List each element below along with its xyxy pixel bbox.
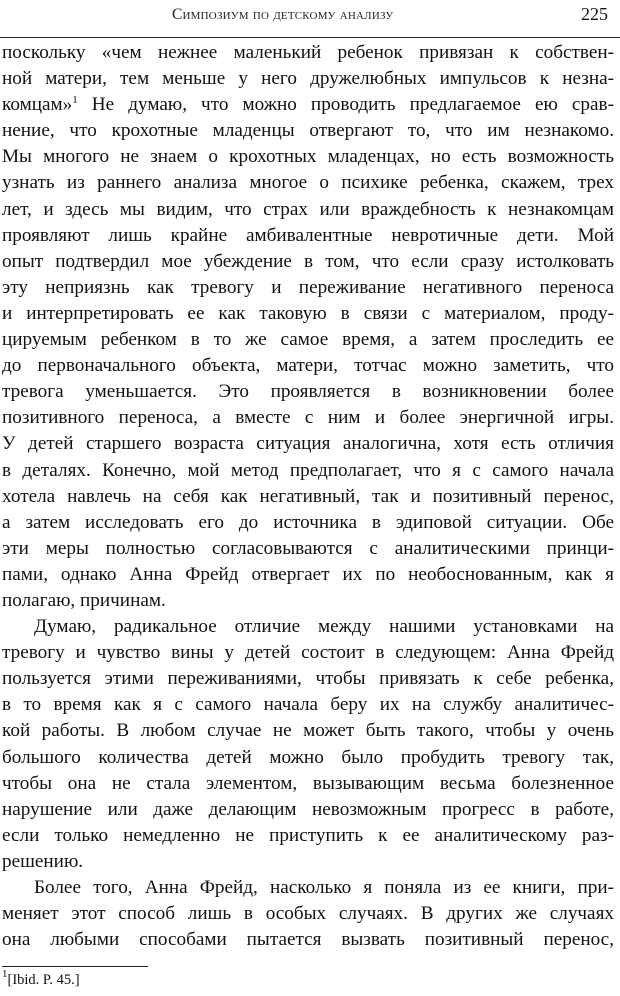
text-line: эти меры полностью согласовываются с аналитическими принци- — [2, 537, 614, 559]
text-line: поскольку «чем нежнее маленький ребенок привязан к собствен- — [2, 42, 614, 63]
text-line: ной матери, тем меньше у него дружелюбных импульсов к незна- — [2, 68, 614, 90]
header-rule — [0, 37, 620, 38]
paragraph-last-line: полагаю, причинам. — [2, 589, 166, 611]
text-line: проявляют лишь крайне амбивалентные невротичные дети. Мой — [2, 224, 614, 246]
footnote-marker: 1 — [2, 968, 8, 980]
body-text — [2, 40, 614, 953]
footnote-text: [Ibid. P. 45.] — [7, 972, 80, 988]
paragraph-first-line: Думаю, радикальное отличие между нашими установками на — [34, 616, 614, 638]
text-line: тревога уменьшается. Это проявляется в возникновении более — [2, 381, 614, 403]
text-line: до первоначального объекта, матери, тотчас можно заметить, что — [2, 355, 614, 377]
page-number: 225 — [581, 4, 608, 24]
paragraph-first-line: Более того, Анна Фрейд, насколько я поняла из ее книги, при- — [34, 877, 614, 898]
text-line: цируемым ребенком в то же самое время, а затем проследить ее — [2, 329, 614, 351]
footnote — [2, 968, 80, 989]
text-line: и интерпретировать ее как таковую в связи с материалом, проду- — [2, 302, 614, 324]
text-line: большого количества детей можно было пробудить тревогу так, — [2, 746, 614, 768]
text-line: лет, и здесь мы видим, что страх или враждебность к незнакомцам — [2, 198, 614, 220]
paragraph-last-line: решению. — [2, 850, 84, 872]
text-line: позитивного переноса, а вместе с ним и более энергичной игры. — [2, 407, 614, 429]
running-header — [0, 0, 620, 42]
text-line: нарушение или даже делающим невозможным прогресс в работе, — [2, 798, 614, 820]
footnote-reference: 1 — [72, 94, 78, 107]
text-line: в деталях. Конечно, мой метод предполагает, что я с самого начала — [2, 459, 614, 481]
text-line: эту неприязнь как тревогу и переживание негативного переноса — [2, 276, 614, 298]
text-line: она любыми способами пытается вызвать позитивный перенос, — [2, 929, 614, 951]
text-line-with-footnote — [2, 92, 614, 118]
text-line: чтобы она не стала элементом, вызывающим весьма болезненное — [2, 772, 614, 794]
text-line: тревогу и чувство вины у детей состоит в следующем: Анна Фрейд — [2, 642, 614, 664]
text-line: в то время как я с самого начала беру их на службу аналитичес- — [2, 694, 614, 716]
text-line: кой работы. В любом случае не может быть такого, чтобы у очень — [2, 720, 614, 742]
text-line: меняет этот способ лишь в особых случаях. В других же случаях — [2, 903, 614, 925]
text-line: узнать из раннего анализа многое о психике ребенка, скажем, трех — [2, 172, 614, 194]
text-line: пами, однако Анна Фрейд отвергает их по необоснованным, как я — [2, 563, 614, 585]
text-fragment: Не думаю, что можно проводить предлагаемое ею срав- — [77, 94, 614, 116]
text-line: хотела навлечь на себя как негативный, так и позитивный перенос, — [2, 485, 614, 507]
text-line: Мы многого не знаем о крохотных младенцах, но есть возможность — [2, 146, 614, 168]
text-line: нение, что крохотные младенцы отвергают то, что им незнакомо. — [2, 120, 614, 142]
text-line: опыт подтвердил мое убеждение в том, что если сразу истолковать — [2, 250, 614, 272]
running-title: Симпозиум по детскому анализу — [172, 6, 394, 23]
text-line: У детей старшего возраста ситуация аналогична, хотя есть отличия — [2, 433, 614, 455]
text-line: а затем исследовать его до источника в эдиповой ситуации. Обе — [2, 511, 614, 533]
text-line: если только немедленно не приступить к ее аналитическому раз- — [2, 824, 614, 846]
text-fragment: комцам» — [2, 94, 73, 116]
footnote-rule — [2, 966, 148, 967]
text-line: пользуется этими переживаниями, чтобы привязать к себе ребенка, — [2, 668, 614, 690]
